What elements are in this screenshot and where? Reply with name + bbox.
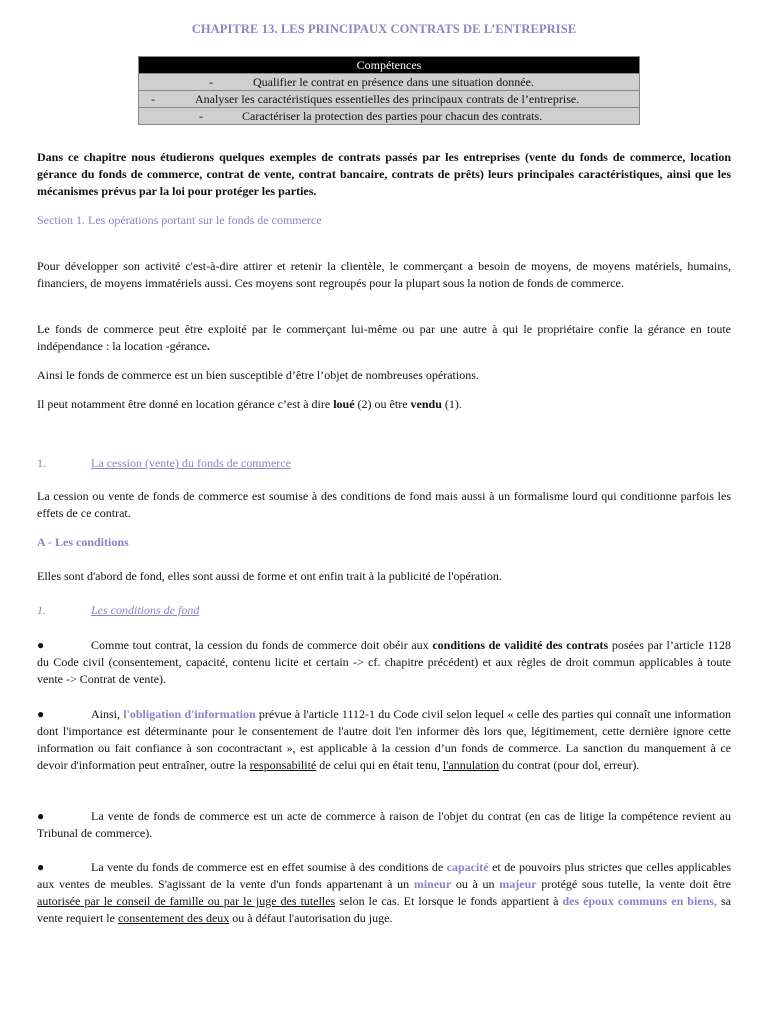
competence-dash: - — [151, 91, 155, 106]
competence-row — [139, 108, 640, 125]
competences-table — [138, 56, 640, 125]
heading-cession — [0, 455, 768, 472]
bullet: ● — [37, 707, 45, 721]
bullet-paragraph: ● Comme tout contrat, la cession du fonds de commerce doit obéir aux conditions de validité des contrats posées par l’article 1128 du Code civil (consentement, capacité, contenu licite et certain -> cf. chapitre précédent) et aux règles de droit commun applicables à toute vente -> Contrat de vente). — [37, 638, 731, 686]
competence-dash: - — [199, 108, 203, 123]
heading-text: Les conditions de fond — [91, 603, 200, 617]
paragraph: Elles sont d'abord de fond, elles sont aussi de forme et ont enfin trait à la publicité de l'opération. — [37, 569, 502, 583]
bullet: ● — [37, 860, 45, 874]
competence-row — [139, 74, 640, 91]
competence-text: Caractériser la protection des parties pour chacun des contrats. — [242, 108, 543, 123]
bullet: ● — [37, 638, 45, 652]
chapter-title: CHAPITRE 13. LES PRINCIPAUX CONTRATS DE L’ENTREPRISE — [191, 22, 577, 36]
paragraph: Il peut notamment être donné en location gérance c’est à dire loué (2) ou être vendu (1). — [37, 397, 462, 411]
paragraph: Le fonds de commerce peut être exploité par le commerçant lui-même ou par une autre à qui le propriétaire confie la gérance en toute indépendance : la location -gérance. — [37, 322, 731, 353]
paragraph: La cession ou vente de fonds de commerce est soumise à des conditions de fond mais aussi à un formalisme lourd qui conditionne parfois les effets de ce contrat. — [37, 489, 731, 520]
bullet: ● — [37, 809, 45, 823]
paragraph: Pour développer son activité c'est-à-dire attirer et retenir la clientèle, le commerçant a besoin de moyens, de moyens matériels, humains, financiers, de moyens immatériels aussi. Ces moyens sont regroupés pour la plupart sous la notion de fonds de commerce. — [37, 259, 731, 290]
bullet-paragraph: ● La vente de fonds de commerce est un acte de commerce à raison de l'objet du contrat (en cas de litige la compétence revient au Tribunal de commerce). — [37, 809, 731, 840]
heading-conditions-fond — [0, 602, 768, 619]
heading-number: 1. — [37, 603, 46, 617]
competence-row — [139, 91, 640, 108]
competences-header: Compétences — [139, 57, 640, 74]
competence-dash: - — [209, 74, 213, 89]
heading-conditions: A - Les conditions — [37, 535, 129, 549]
competence-text: Qualifier le contrat en présence dans une situation donnée. — [253, 74, 534, 89]
bullet-paragraph: ● La vente du fonds de commerce est en effet soumise à des conditions de capacité et de pouvoirs plus strictes que celles applicables aux ventes de meubles. S'agissant de la vente d'un fonds appartenant à un mineur ou à un majeur protégé sous tutelle, la vente doit être autorisée par le conseil de famille ou par le juge des tutelles selon le cas. Et lorsque le fonds appartient à des époux communs en biens, sa vente requiert le consentement des deux ou à défaut l'autorisation du juge. — [37, 860, 731, 925]
competence-text: Analyser les caractéristiques essentielles des principaux contrats de l’entreprise. — [195, 91, 580, 106]
section-heading: Section 1. Les opérations portant sur le fonds de commerce — [37, 213, 322, 227]
intro-paragraph: Dans ce chapitre nous étudierons quelques exemples de contrats passés par les entreprises (vente du fonds de commerce, location gérance du fonds de commerce, contrat de vente, contrat bancaire, contrats de prêts) leurs principales caractéristiques, ainsi que les mécanismes prévus par la loi pour protéger les parties. — [37, 150, 731, 198]
heading-number: 1. — [37, 456, 46, 470]
heading-text: La cession (vente) du fonds de commerce — [91, 456, 291, 470]
bullet-paragraph: ● Ainsi, l'obligation d'information prévue à l'article 1112-1 du Code civil selon lequel « celle des parties qui connaît une information dont l'importance est déterminante pour le consentement de l'autre doit l'en informer dès lors que, légitimement, cette dernière ignore cette information ou fait confiance à son cocontractant », est applicable à la cession d’un fonds de commerce. La sanction du manquement à ce devoir d'information peut entraîner, outre la responsabilité de celui qui en était tenu, l'annulation du contrat (pour dol, erreur). — [37, 707, 732, 772]
paragraph: Ainsi le fonds de commerce est un bien susceptible d’être l’objet de nombreuses opérations. — [37, 368, 479, 382]
